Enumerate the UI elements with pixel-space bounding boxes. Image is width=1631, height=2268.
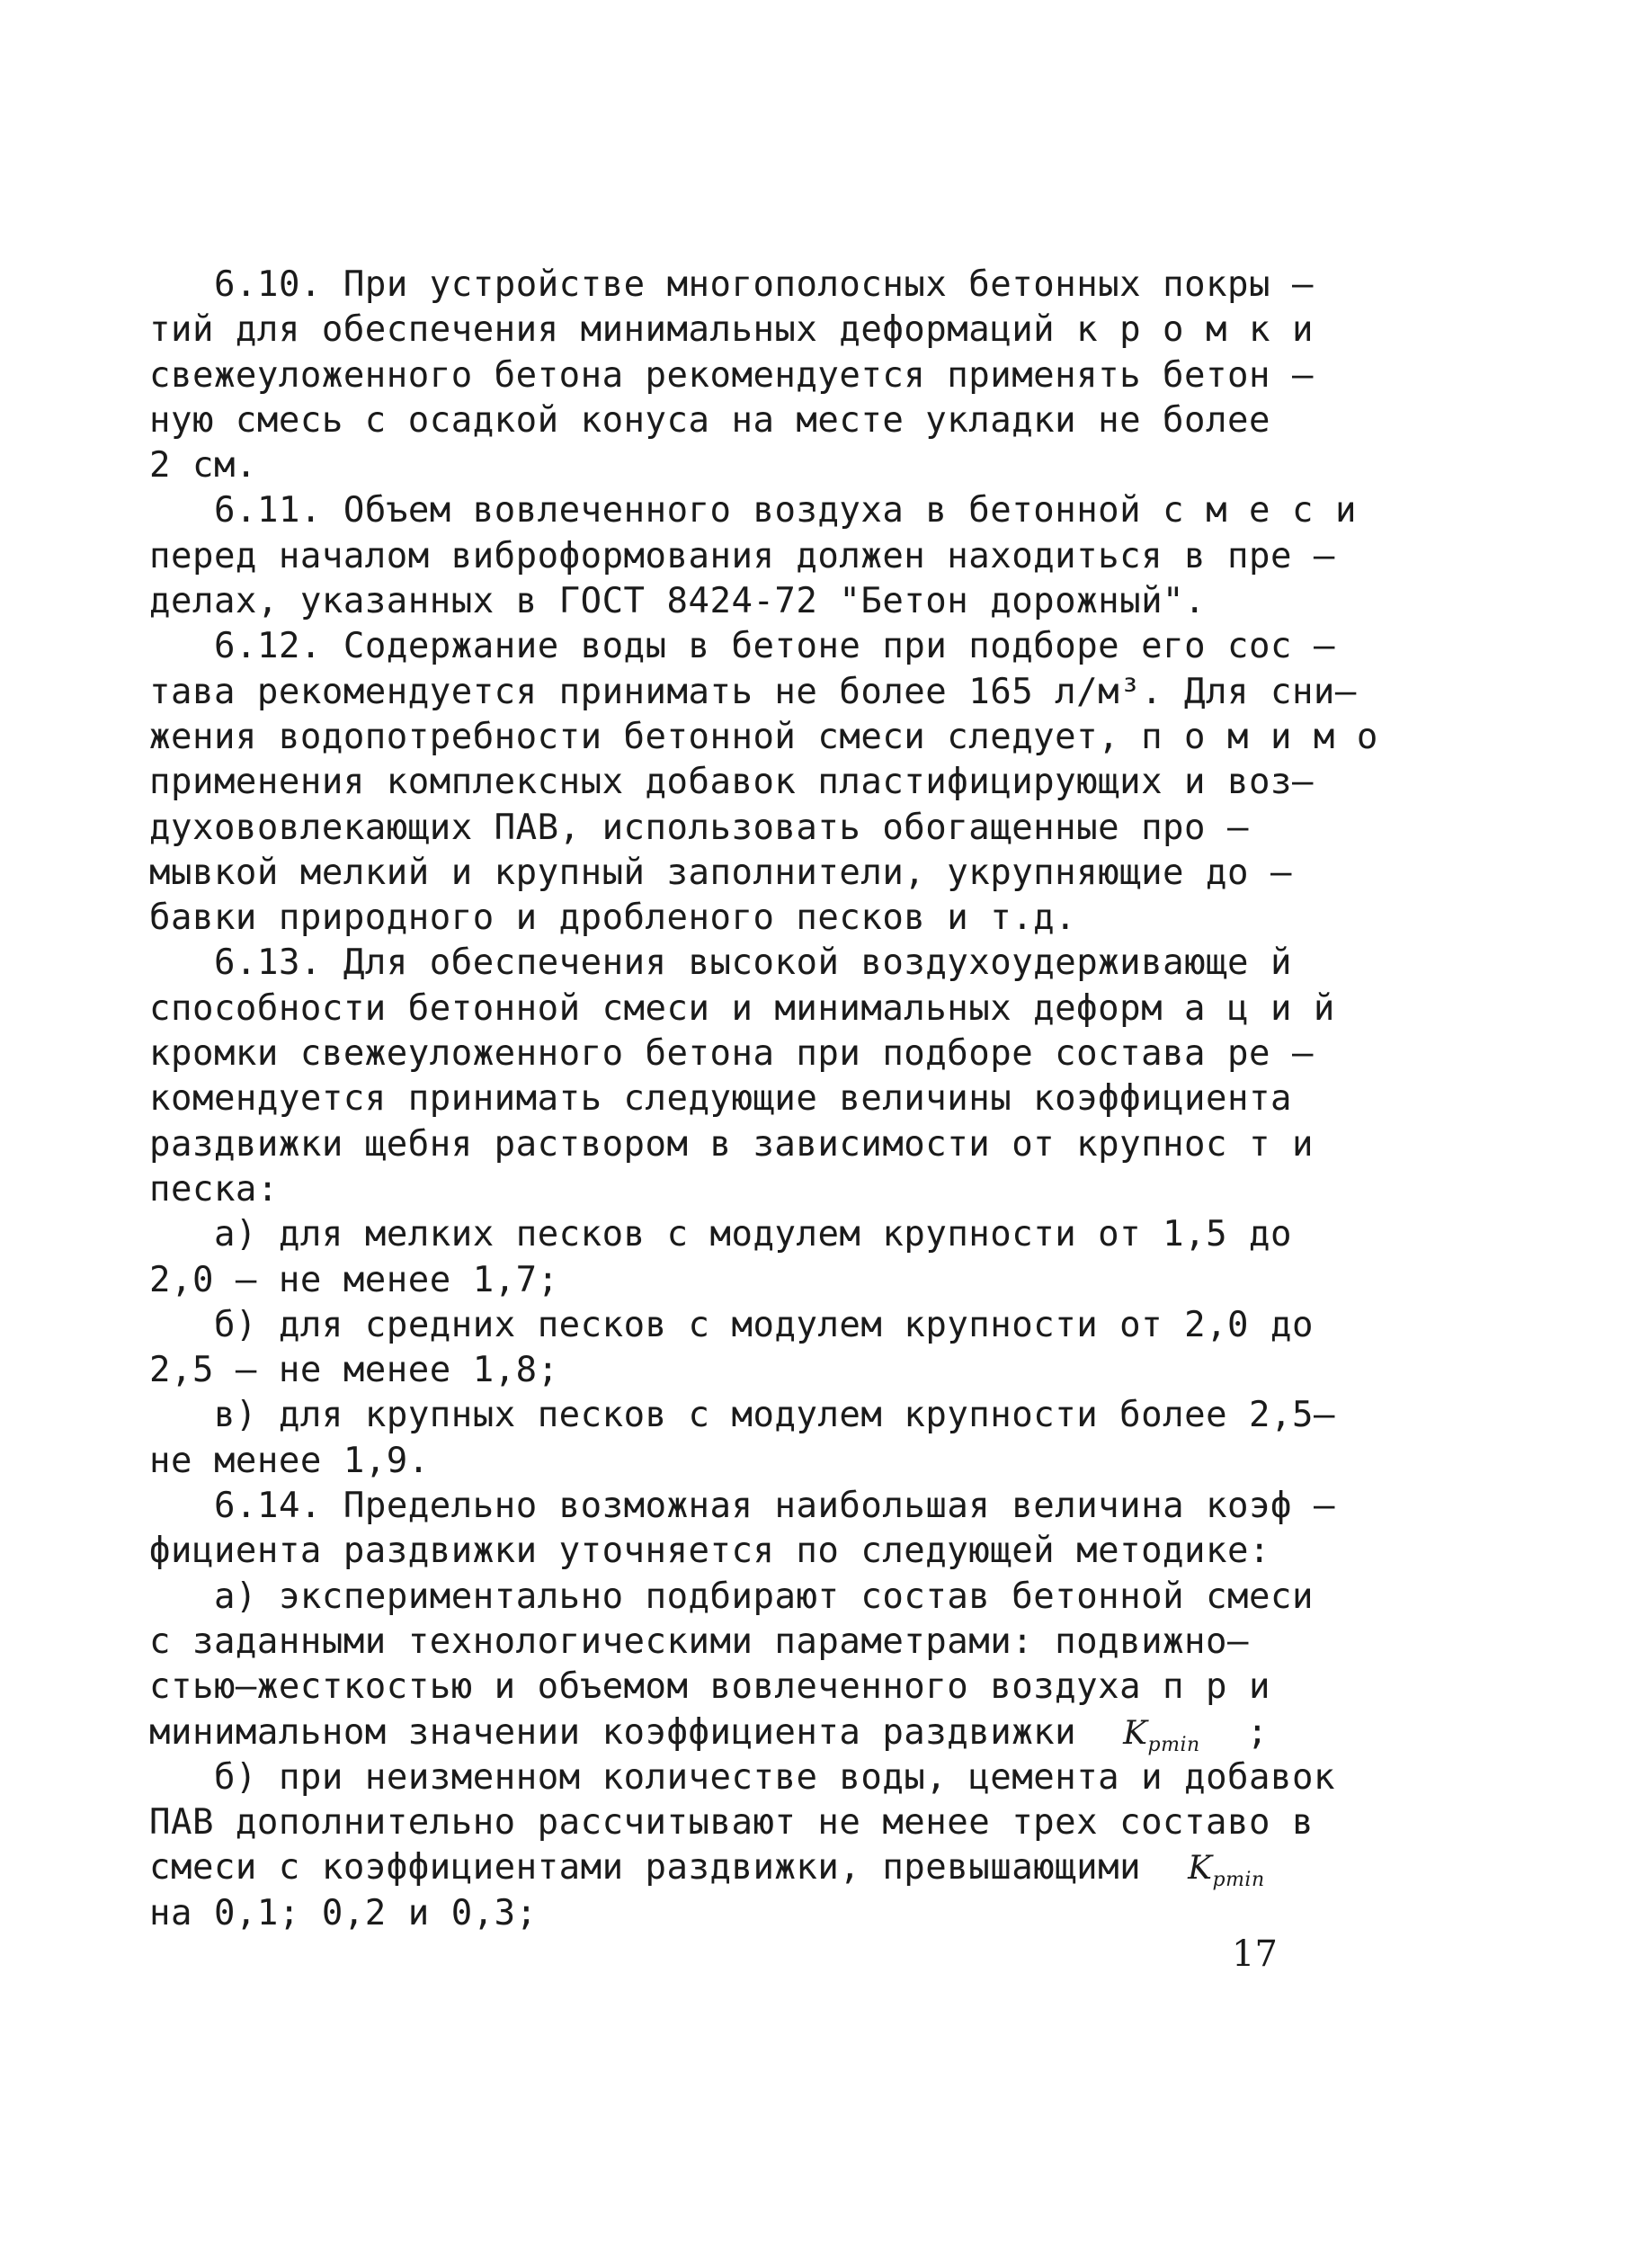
p611-line-1: 6.11. Объем вовлеченного воздуха в бетонной с м е с и bbox=[214, 490, 1357, 531]
k-pmin-symbol-2 bbox=[1188, 1850, 1265, 1892]
p611-line-2: перед началом виброформования должен находиться в пре – bbox=[149, 535, 1335, 576]
k-subscript: pmin bbox=[1147, 1733, 1200, 1756]
p610-line-1: 6.10. При устройстве многополосных бетонных покры – bbox=[214, 264, 1314, 305]
list-c-line-1: в) для крупных песков с модулем крупности более 2,5– bbox=[214, 1395, 1335, 1436]
p610-line-4: ную смесь с осадкой конуса на месте укладки не более bbox=[149, 399, 1270, 441]
p614b-line-1: б) при неизменном количестве воды, цемента и добавок bbox=[214, 1756, 1335, 1798]
p612-line-3: жения водопотребности бетонной смеси следует, п о м и м о bbox=[149, 716, 1378, 757]
p612-line-5: духововлекающих ПАВ, использовать обогащенные про – bbox=[149, 807, 1249, 848]
list-a-line-2: 2,0 – не менее 1,7; bbox=[149, 1259, 559, 1300]
k-letter-2: K bbox=[1188, 1850, 1213, 1888]
p614b-line-2: ПАВ дополнительно рассчитывают не менее трех составо в bbox=[149, 1802, 1314, 1844]
p614a-line-2: с заданными технологическими параметрами: подвижно– bbox=[149, 1621, 1249, 1662]
list-b-line-2: 2,5 – не менее 1,8; bbox=[149, 1350, 559, 1391]
p614a-line-3: стью–жесткостью и объемом вовлеченного воздуха п р и bbox=[149, 1666, 1270, 1708]
p612-line-1: 6.12. Содержание воды в бетоне при подборе его сос – bbox=[214, 626, 1335, 667]
p610-line-3: свежеуложенного бетона рекомендуется применять бетон – bbox=[149, 354, 1314, 396]
p614a-line-4-row bbox=[149, 1710, 1318, 1755]
page-number: 17 bbox=[1232, 1933, 1278, 1975]
p614b-line-4: на 0,1; 0,2 и 0,3; bbox=[149, 1892, 538, 1933]
p613-line-2: способности бетонной смеси и минимальных деформ а ц и й bbox=[149, 987, 1335, 1029]
p614a-line-4: минимальном значении коэффициента раздвижки bbox=[149, 1711, 1077, 1753]
p612-line-7: бавки природного и дробленого песков и т.д. bbox=[149, 897, 1077, 939]
p610-line-2: тий для обеспечения минимальных деформаций к р о м к и bbox=[149, 309, 1314, 351]
k-pmin-symbol bbox=[1123, 1714, 1200, 1756]
p613-line-4: комендуется принимать следующие величины коэффициента bbox=[149, 1078, 1292, 1120]
p613-line-3: кромки свежеуложенного бетона при подборе состава ре – bbox=[149, 1033, 1314, 1075]
k-letter: K bbox=[1123, 1714, 1148, 1752]
p613-line-6: песка: bbox=[149, 1168, 279, 1210]
p613-line-1: 6.13. Для обеспечения высокой воздухоудерживающе й bbox=[214, 942, 1292, 984]
p614-line-2: фициента раздвижки уточняется по следующей методике: bbox=[149, 1531, 1270, 1572]
p612-line-6: мывкой мелкий и крупный заполнители, укрупняющие до – bbox=[149, 852, 1292, 893]
k-subscript-2: pmin bbox=[1212, 1869, 1265, 1892]
p612-line-2: тава рекомендуется принимать не более 165 л/м³. Для сни– bbox=[149, 671, 1357, 712]
k-semicolon: ; bbox=[1246, 1711, 1269, 1753]
p614b-line-3: смеси с коэффициентами раздвижки, превышающими bbox=[149, 1847, 1142, 1889]
p614-line-1: 6.14. Предельно возможная наибольшая величина коэф – bbox=[214, 1486, 1335, 1527]
p614b-line-3-row bbox=[149, 1845, 1318, 1890]
list-b-line-1: б) для средних песков с модулем крупности от 2,0 до bbox=[214, 1304, 1314, 1345]
p613-line-5: раздвижки щебня раствором в зависимости от крупнос т и bbox=[149, 1123, 1314, 1165]
p612-line-4: применения комплексных добавок пластифицирующих и воз– bbox=[149, 762, 1314, 803]
p610-line-5: 2 см. bbox=[149, 445, 257, 487]
page-body bbox=[149, 263, 1378, 1936]
list-c-line-2: не менее 1,9. bbox=[149, 1440, 430, 1481]
list-a-line-1: а) для мелких песков с модулем крупности от 1,5 до bbox=[214, 1214, 1292, 1255]
p614a-line-1: а) экспериментально подбирают состав бетонной смеси bbox=[214, 1576, 1314, 1617]
p611-line-3: делах, указанных в ГОСТ 8424-72 "Бетон дорожный". bbox=[149, 581, 1207, 622]
